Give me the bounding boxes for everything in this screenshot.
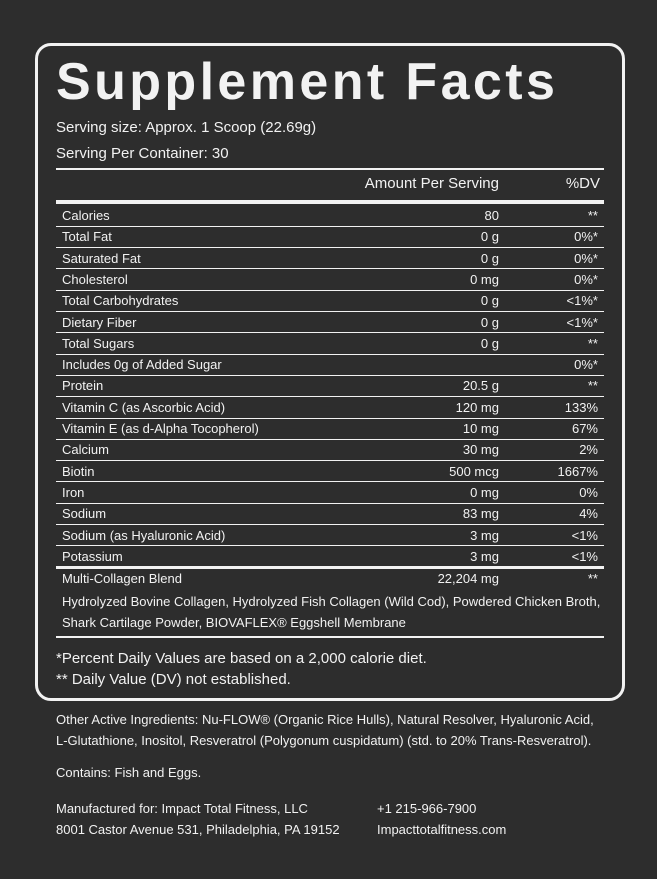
other-ingredients-line: Other Active Ingredients: Nu-FLOW® (Organic Rice Hulls), Natural Resolver, Hyaluronic Acid, <box>56 712 594 727</box>
nutrient-row <box>56 482 604 503</box>
nutrient-row <box>56 205 604 226</box>
nutrient-name: Protein <box>62 378 104 394</box>
servings-per-container: Serving Per Container: 30 <box>56 145 229 162</box>
blend-row <box>56 568 604 589</box>
amount-header: Amount Per Serving <box>364 175 499 192</box>
nutrient-dv: 1667% <box>557 463 598 479</box>
nutrient-row <box>56 248 604 269</box>
nutrient-amount: 500 mcg <box>449 463 499 479</box>
nutrient-row <box>56 375 604 396</box>
nutrient-row <box>56 354 604 375</box>
nutrient-name: Saturated Fat <box>62 250 141 266</box>
nutrient-amount: 20.5 g <box>462 378 499 394</box>
nutrient-amount: 83 mg <box>462 506 499 522</box>
footnote-daily-values: *Percent Daily Values are based on a 2,000 calorie diet. <box>56 650 427 667</box>
nutrient-name: Total Sugars <box>62 335 135 351</box>
nutrient-row <box>56 333 604 354</box>
nutrient-row <box>56 418 604 439</box>
nutrient-amount: 0 mg <box>470 484 499 500</box>
dv-header: %DV <box>565 175 600 192</box>
nutrient-name: Calcium <box>62 442 109 458</box>
nutrient-dv: <1% <box>571 527 598 543</box>
phone-number: +1 215-966-7900 <box>377 801 477 816</box>
website: Impacttotalfitness.com <box>377 822 507 837</box>
nutrient-dv: 4% <box>579 506 598 522</box>
nutrient-dv: 2% <box>579 442 598 458</box>
manufacturer-name: Manufactured for: Impact Total Fitness, LLC <box>56 801 308 816</box>
allergen-statement: Contains: Fish and Eggs. <box>56 765 202 780</box>
nutrient-name: Includes 0g of Added Sugar <box>62 357 222 373</box>
footnote-dv-not-established: ** Daily Value (DV) not established. <box>56 671 291 688</box>
nutrient-amount: 0 g <box>480 250 499 266</box>
nutrient-name: Dietary Fiber <box>62 314 137 330</box>
nutrient-row <box>56 226 604 247</box>
nutrient-name: Iron <box>62 484 85 500</box>
serving-size: Serving size: Approx. 1 Scoop (22.69g) <box>56 119 317 136</box>
nutrient-name: Sodium (as Hyaluronic Acid) <box>62 527 226 543</box>
nutrient-name: Total Carbohydrates <box>62 293 179 309</box>
blend-ingredients-line: Hydrolyzed Bovine Collagen, Hydrolyzed Fish Collagen (Wild Cod), Powdered Chicken Broth, <box>62 594 601 609</box>
nutrient-dv: <1%* <box>566 314 598 330</box>
nutrient-name: Vitamin E (as d-Alpha Tocopherol) <box>62 421 259 436</box>
nutrient-name: Total Fat <box>62 229 112 245</box>
nutrient-amount: 3 mg <box>470 527 499 543</box>
nutrient-dv: <1%* <box>566 293 598 309</box>
nutrient-row <box>56 290 604 311</box>
nutrient-amount: 3 mg <box>470 548 499 564</box>
nutrient-dv: 0%* <box>574 250 598 266</box>
blend-ingredients-line: Shark Cartilage Powder, BIOVAFLEX® Eggshell Membrane <box>62 615 406 630</box>
panel-title: Supplement Facts <box>56 53 559 111</box>
nutrient-row <box>56 503 604 524</box>
nutrient-dv: 0%* <box>574 271 598 287</box>
nutrient-amount: 0 g <box>480 293 499 309</box>
nutrient-amount: 80 <box>484 208 499 223</box>
blend-dv: ** <box>587 571 598 586</box>
nutrient-amount: 0 g <box>480 314 499 330</box>
nutrient-dv: 0%* <box>574 229 598 245</box>
blend-name: Multi-Collagen Blend <box>62 571 182 586</box>
nutrient-row <box>56 397 604 418</box>
nutrient-amount: 30 mg <box>462 442 499 458</box>
nutrient-amount: 10 mg <box>462 421 499 436</box>
nutrient-row <box>56 546 604 567</box>
nutrient-name: Cholesterol <box>62 271 128 287</box>
nutrient-row <box>56 525 604 546</box>
nutrient-name: Potassium <box>62 548 123 564</box>
rule-thick-header <box>56 200 604 204</box>
nutrient-amount: 0 g <box>480 335 499 351</box>
nutrient-row <box>56 461 604 482</box>
nutrient-dv: 0% <box>579 484 598 500</box>
rule-top <box>56 168 604 170</box>
nutrient-dv: ** <box>587 335 598 351</box>
other-ingredients-line: L-Glutathione, Inositol, Resveratrol (Polygonum cuspidatum) (std. to 20% Trans-Resveratrol). <box>56 733 592 748</box>
manufacturer-address: 8001 Castor Avenue 531, Philadelphia, PA 19152 <box>56 822 340 837</box>
nutrient-dv: 0%* <box>574 357 598 373</box>
nutrient-dv: 67% <box>571 421 598 436</box>
nutrient-amount: 120 mg <box>455 399 499 415</box>
nutrient-row <box>56 269 604 290</box>
blend-amount: 22,204 mg <box>437 571 499 586</box>
nutrient-name: Vitamin C (as Ascorbic Acid) <box>62 399 226 415</box>
nutrient-row <box>56 312 604 333</box>
nutrient-dv: ** <box>587 208 598 223</box>
nutrient-dv: 133% <box>564 399 598 415</box>
nutrient-name: Sodium <box>62 506 107 522</box>
nutrient-amount: 0 g <box>480 229 499 245</box>
nutrient-amount: 0 mg <box>470 271 499 287</box>
nutrient-dv: ** <box>587 378 598 394</box>
nutrient-name: Calories <box>62 208 110 223</box>
nutrient-row <box>56 439 604 460</box>
nutrient-dv: <1% <box>571 548 598 564</box>
blend-ingredients <box>62 591 602 633</box>
nutrient-name: Biotin <box>62 463 95 479</box>
rule-bottom <box>56 636 604 638</box>
